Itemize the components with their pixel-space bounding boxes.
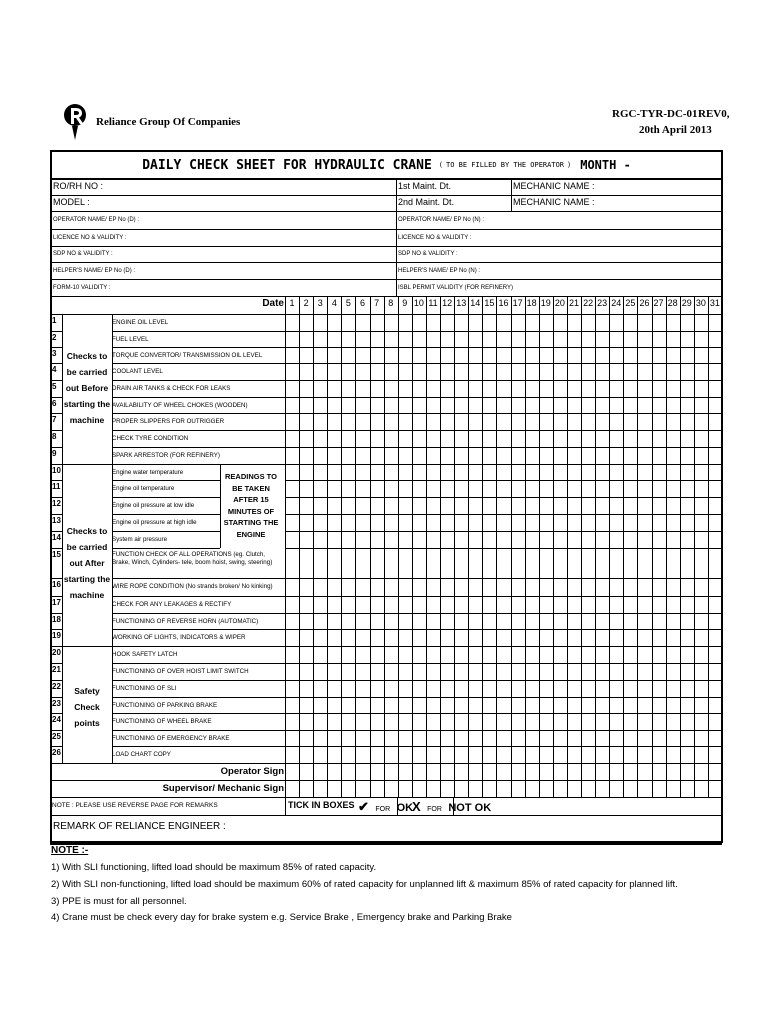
grid-line xyxy=(454,296,455,797)
check-item-label: HOOK SAFETY LATCH xyxy=(112,651,178,658)
note-line-2: 2) With SLI non-functioning, lifted load should be maximum 60% of rated capacity for unplanned lift & maximum 85% of rated capacity for planned lift. xyxy=(51,879,678,890)
grid-line xyxy=(595,296,596,797)
check-item-label: FUNCTION CHECK OF ALL OPERATIONS (eg. Clutch, Brake, Winch, Cylinders- tele, boom hoist, swing, steering) xyxy=(112,551,273,566)
grid-line xyxy=(285,596,722,597)
grid-line xyxy=(440,296,441,797)
grid-line xyxy=(50,296,722,297)
sheet-title-instruction: TO BE FILLED BY THE OPERATOR xyxy=(446,161,565,169)
grid-line xyxy=(50,246,722,247)
item-number: 2 xyxy=(52,333,57,342)
grid-line xyxy=(112,548,220,549)
info-licence-day: LICENCE NO & VALIDITY : xyxy=(53,235,127,241)
day-number: 3 xyxy=(317,298,323,308)
item-number: 5 xyxy=(52,382,57,391)
info-helper-day: HELPER'S NAME/ EP No (D) : xyxy=(53,268,136,274)
grid-line xyxy=(525,296,526,797)
check-item-label: CHECK TYRE CONDITION xyxy=(112,435,189,442)
day-number: 11 xyxy=(428,298,438,308)
grid-line xyxy=(285,347,722,348)
check-item-label: Engine water temperature xyxy=(112,469,184,476)
grid-line xyxy=(112,413,285,414)
grid-line xyxy=(50,613,62,614)
day-number: 8 xyxy=(388,298,394,308)
day-number: 20 xyxy=(554,298,565,308)
group-after-start: Checks to be carried out After starting the machine xyxy=(63,526,111,600)
grid-line xyxy=(112,596,285,597)
grid-line xyxy=(355,296,356,797)
grid-line xyxy=(50,178,722,180)
grid-line xyxy=(112,646,285,647)
day-number: 18 xyxy=(526,298,537,308)
grid-line xyxy=(652,296,653,797)
day-number: 12 xyxy=(442,298,453,308)
day-number: 16 xyxy=(498,298,509,308)
grid-line xyxy=(285,730,722,731)
grid-line xyxy=(50,195,722,196)
grid-line xyxy=(285,380,722,381)
grid-line xyxy=(50,680,62,681)
item-number: 13 xyxy=(52,516,61,525)
item-number: 23 xyxy=(52,699,61,708)
day-number: 23 xyxy=(597,298,608,308)
grid-line xyxy=(285,296,286,797)
grid-line xyxy=(285,713,722,714)
check-item-label: Engine oil pressure at low idle xyxy=(112,502,195,509)
day-number: 7 xyxy=(374,298,380,308)
grid-line xyxy=(50,578,62,579)
grid-line xyxy=(285,480,722,481)
grid-line xyxy=(666,296,667,797)
item-number: 9 xyxy=(52,449,57,458)
day-number: 21 xyxy=(568,298,579,308)
day-number: 4 xyxy=(331,298,337,308)
grid-line xyxy=(285,746,722,747)
item-number: 8 xyxy=(52,432,57,441)
day-number: 31 xyxy=(709,298,720,308)
tick-in-boxes-label: TICK IN BOXES xyxy=(288,800,355,810)
info-isbl-permit: ISBL PERMIT VALIDITY (FOR REFINERY) xyxy=(398,285,514,291)
day-number: 28 xyxy=(667,298,678,308)
grid-line xyxy=(285,430,722,431)
item-number: 18 xyxy=(52,615,61,624)
check-item-label: FUNCTIONING OF SLI xyxy=(112,685,177,692)
date-label: Date xyxy=(262,298,284,309)
legend-not-ok xyxy=(412,798,491,816)
item-number: 6 xyxy=(52,399,57,408)
info-helper-night: HELPER'S NAME/ EP No (N) : xyxy=(398,268,481,274)
grid-line xyxy=(62,464,112,465)
group-name: Reliance Group Of Companies xyxy=(96,116,241,128)
item-number: 22 xyxy=(52,682,61,691)
grid-line xyxy=(285,531,722,532)
item-number: 7 xyxy=(52,415,57,424)
check-item-label: FUNCTIONING OF WHEEL BRAKE xyxy=(112,718,212,725)
info-licence-night: LICENCE NO & VALIDITY : xyxy=(398,235,472,241)
legend-for-1: FOR xyxy=(375,806,391,813)
day-number: 6 xyxy=(360,298,366,308)
grid-line xyxy=(285,413,722,414)
grid-line xyxy=(623,296,624,797)
grid-line xyxy=(50,646,62,647)
grid-line xyxy=(112,331,285,332)
item-number: 25 xyxy=(52,732,61,741)
grid-line xyxy=(511,178,512,211)
grid-line xyxy=(112,447,285,448)
grid-line xyxy=(396,178,397,296)
grid-line xyxy=(50,480,62,481)
info-model: MODEL : xyxy=(53,197,90,207)
document-code: RGC-TYR-DC-01 xyxy=(612,108,698,120)
sheet-title-main: DAILY CHECK SHEET FOR HYDRAULIC CRANE xyxy=(142,157,432,173)
info-form10: FORM-10 VALIDITY : xyxy=(53,285,111,291)
grid-line xyxy=(220,464,285,465)
grid-line xyxy=(112,613,285,614)
grid-line xyxy=(50,531,62,532)
grid-line xyxy=(112,514,220,515)
day-number: 5 xyxy=(345,298,351,308)
grid-line xyxy=(482,296,483,797)
grid-line xyxy=(112,480,220,481)
check-item-label: WORKING OF LIGHTS, INDICATORS & WIPER xyxy=(112,634,246,641)
grid-line xyxy=(50,229,722,230)
item-number: 21 xyxy=(52,665,61,674)
day-number: 2 xyxy=(303,298,309,308)
sheet-title-month: MONTH - xyxy=(580,158,631,172)
grid-line xyxy=(112,314,113,763)
day-number: 19 xyxy=(540,298,551,308)
grid-line xyxy=(285,646,722,647)
grid-line xyxy=(50,629,62,630)
item-number: 24 xyxy=(52,715,61,724)
legend-not-ok-label: NOT OK xyxy=(448,802,492,814)
grid-line xyxy=(285,331,722,332)
sheet-title xyxy=(52,152,721,178)
item-number: 10 xyxy=(52,466,61,475)
readings-note: READINGS TO BE TAKEN AFTER 15 MINUTES OF STARTING THE ENGINE xyxy=(223,472,279,539)
check-item-label: FUNCTIONING OF PARKING BRAKE xyxy=(112,702,218,709)
day-number: 15 xyxy=(484,298,495,308)
grid-line xyxy=(285,680,722,681)
info-sdp-day: SDP NO & VALIDITY : xyxy=(53,251,113,257)
info-first-maint: 1st Maint. Dt. xyxy=(398,181,452,191)
group-safety: Safety Check points xyxy=(74,686,100,728)
check-item-label: LOAD CHART COPY xyxy=(112,751,171,758)
day-number: 13 xyxy=(456,298,467,308)
item-number: 16 xyxy=(52,580,61,589)
item-number: 17 xyxy=(52,598,61,607)
grid-line xyxy=(50,746,62,747)
item-number: 11 xyxy=(52,482,61,491)
item-number: 1 xyxy=(52,316,57,325)
grid-line xyxy=(50,413,62,414)
grid-line xyxy=(285,514,722,515)
tick-icon: ✔ xyxy=(358,799,369,814)
day-number: 22 xyxy=(583,298,594,308)
day-number: 30 xyxy=(695,298,706,308)
info-mechanic-1: MECHANIC NAME : xyxy=(513,181,595,191)
grid-line xyxy=(112,347,285,348)
check-item-label: FUEL LEVEL xyxy=(112,336,149,343)
grid-line xyxy=(50,211,722,212)
grid-line xyxy=(112,697,285,698)
grid-line xyxy=(453,797,454,815)
check-item-label: PROPER SLIPPERS FOR OUTRIGGER xyxy=(112,418,225,425)
check-item-label: System air pressure xyxy=(112,536,168,543)
grid-line xyxy=(112,730,285,731)
grid-line xyxy=(112,663,285,664)
grid-line xyxy=(285,464,722,465)
note-line-3: 3) PPE is must for all personnel. xyxy=(51,896,187,907)
grid-line xyxy=(327,296,328,797)
remarks-note: NOTE : PLEASE USE REVERSE PAGE FOR REMARKS xyxy=(52,802,218,809)
grid-line xyxy=(285,578,722,579)
item-number: 15 xyxy=(52,550,61,559)
grid-line xyxy=(50,843,722,845)
grid-line xyxy=(285,613,722,614)
item-number: 19 xyxy=(52,631,61,640)
cross-icon: X xyxy=(412,799,421,814)
check-item-label: ENGINE OIL LEVEL xyxy=(112,319,169,326)
grid-line xyxy=(285,397,722,398)
grid-line xyxy=(50,363,62,364)
grid-line xyxy=(62,314,63,763)
check-item-label: COOLANT LEVEL xyxy=(112,368,163,375)
grid-line xyxy=(299,296,300,797)
grid-line xyxy=(112,578,285,579)
grid-line xyxy=(384,296,385,797)
day-number: 27 xyxy=(653,298,664,308)
grid-line xyxy=(112,746,285,747)
note-line-4: 4) Crane must be check every day for brake system e.g. Service Brake , Emergency brake and Parking Brake xyxy=(51,912,512,923)
group-before-start: Checks to be carried out Before starting the machine xyxy=(63,351,111,425)
check-item-label: FUNCTIONING OF EMERGENCY BRAKE xyxy=(112,735,230,742)
day-number: 24 xyxy=(611,298,622,308)
grid-line xyxy=(112,497,220,498)
grid-line xyxy=(412,296,413,797)
day-number: 14 xyxy=(470,298,481,308)
item-number: 3 xyxy=(52,349,57,358)
check-item-label: TORQUE CONVERTOR/ TRANSMISSION OIL LEVEL xyxy=(112,352,263,359)
legend-ok xyxy=(358,798,413,816)
grid-line xyxy=(50,279,722,280)
day-number: 9 xyxy=(402,298,408,308)
check-item-label: FUNCTIONING OF REVERSE HORN (AUTOMATIC) xyxy=(112,618,259,625)
grid-line xyxy=(112,380,285,381)
grid-line xyxy=(50,262,722,263)
info-mechanic-2: MECHANIC NAME : xyxy=(513,197,595,207)
document-date: 20th April 2013 xyxy=(639,124,712,136)
reliance-logo-icon xyxy=(62,102,88,142)
grid-line xyxy=(50,314,722,315)
check-item-label: CHECK FOR ANY LEAKAGES & RECTIFY xyxy=(112,601,232,608)
grid-line xyxy=(370,296,371,797)
grid-line xyxy=(50,713,62,714)
grid-line xyxy=(220,464,221,548)
grid-line xyxy=(50,780,722,781)
day-number: 1 xyxy=(289,298,295,308)
grid-line xyxy=(50,331,62,332)
grid-line xyxy=(50,430,62,431)
grid-line xyxy=(694,296,695,797)
info-operator-night: OPERATOR NAME/ EP No (N) : xyxy=(398,217,485,223)
grid-line xyxy=(708,296,709,797)
info-sdp-night: SDP NO & VALIDITY : xyxy=(398,251,458,257)
check-item-label: Engine oil temperature xyxy=(112,485,175,492)
grid-line xyxy=(637,296,638,797)
grid-line xyxy=(50,497,62,498)
grid-line xyxy=(313,296,314,797)
grid-line xyxy=(285,447,722,448)
grid-line xyxy=(50,464,62,465)
grid-line xyxy=(680,296,681,797)
grid-line xyxy=(609,296,610,797)
check-item-label: FUNCTIONING OF OVER HOIST LIMIT SWITCH xyxy=(112,668,249,675)
day-number: 29 xyxy=(681,298,692,308)
grid-line xyxy=(285,697,722,698)
check-item-label: Engine oil pressure at high idle xyxy=(112,519,197,526)
check-item-label: AVAILABILITY OF WHEEL CHOKES (WOODEN) xyxy=(112,402,248,409)
grid-line xyxy=(62,646,112,647)
grid-line xyxy=(50,514,62,515)
grid-line xyxy=(426,296,427,797)
grid-line xyxy=(553,296,554,797)
grid-line xyxy=(285,497,722,498)
legend-ok-label: OK xyxy=(396,802,414,814)
document-revision: REV0, xyxy=(698,108,730,120)
grid-line xyxy=(50,763,722,764)
grid-line xyxy=(50,347,62,348)
day-number: 26 xyxy=(639,298,650,308)
legend-for-2: FOR xyxy=(427,806,442,813)
item-number: 4 xyxy=(52,365,57,374)
grid-line xyxy=(50,548,62,549)
grid-line xyxy=(539,296,540,797)
supervisor-sign-label: Supervisor/ Mechanic Sign xyxy=(162,783,284,794)
grid-line xyxy=(112,430,285,431)
check-item-label: SPARK ARRESTOR (FOR REFINERY) xyxy=(112,452,220,459)
grid-line xyxy=(112,713,285,714)
grid-line xyxy=(50,380,62,381)
grid-line xyxy=(112,629,285,630)
grid-line xyxy=(397,797,398,815)
grid-line xyxy=(50,697,62,698)
check-item-label: DRAIN AIR TANKS & CHECK FOR LEAKS xyxy=(112,385,231,392)
grid-line xyxy=(50,663,62,664)
item-number: 26 xyxy=(52,748,61,757)
info-second-maint: 2nd Maint. Dt. xyxy=(398,197,455,207)
day-number: 17 xyxy=(512,298,523,308)
notes-title: NOTE :- xyxy=(51,845,89,856)
grid-line xyxy=(468,296,469,797)
operator-sign-label: Operator Sign xyxy=(220,766,284,777)
grid-line xyxy=(496,296,497,797)
grid-line xyxy=(112,363,285,364)
grid-line xyxy=(285,797,286,815)
info-ro-rh-no: RO/RH NO : xyxy=(53,181,104,191)
day-number: 10 xyxy=(413,298,424,308)
sheet-title-paren-open: ( xyxy=(438,161,443,169)
grid-line xyxy=(511,296,512,797)
grid-line xyxy=(112,397,285,398)
grid-line xyxy=(50,815,722,816)
grid-line xyxy=(285,663,722,664)
grid-line xyxy=(50,596,62,597)
grid-line xyxy=(50,730,62,731)
grid-line xyxy=(285,548,722,549)
remark-engineer-label: REMARK OF RELIANCE ENGINEER : xyxy=(53,821,226,832)
info-operator-day: OPERATOR NAME/ EP No (D) : xyxy=(53,217,140,223)
note-line-1: 1) With SLI functioning, lifted load should be maximum 85% of rated capacity. xyxy=(51,862,377,873)
grid-line xyxy=(50,797,722,798)
grid-line xyxy=(581,296,582,797)
grid-line xyxy=(112,680,285,681)
item-number: 12 xyxy=(52,499,61,508)
item-number: 14 xyxy=(52,533,61,542)
item-number: 20 xyxy=(52,648,61,657)
grid-line xyxy=(341,296,342,797)
grid-line xyxy=(50,447,62,448)
grid-line xyxy=(567,296,568,797)
grid-line xyxy=(112,531,220,532)
check-item-label: WIRE ROPE CONDITION (No strands broken/ No kinking) xyxy=(112,583,273,590)
grid-line xyxy=(50,397,62,398)
grid-line xyxy=(285,629,722,630)
sheet-title-paren-close: ) xyxy=(567,161,572,169)
grid-line xyxy=(285,363,722,364)
grid-line xyxy=(398,296,399,797)
day-number: 25 xyxy=(625,298,636,308)
